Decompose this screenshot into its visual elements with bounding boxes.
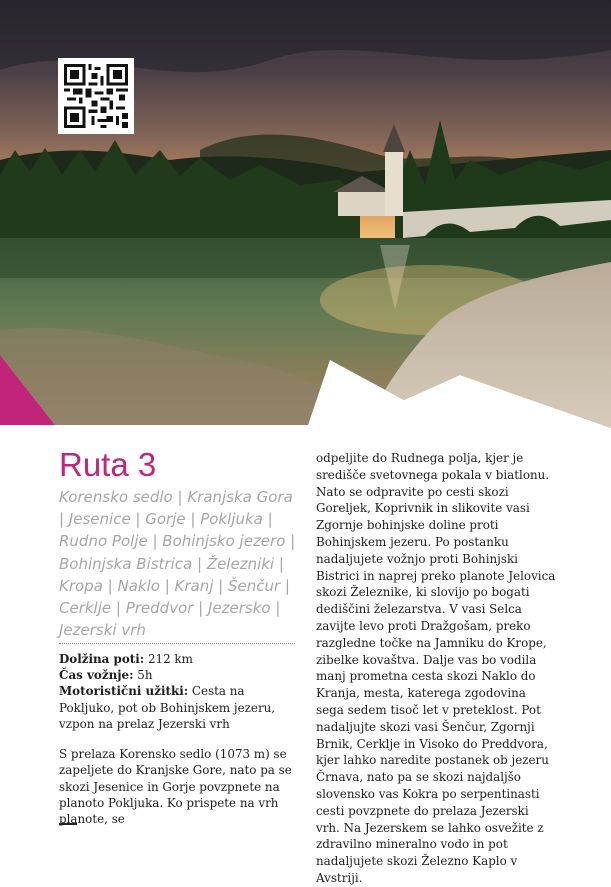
qr-code[interactable] [58, 58, 134, 134]
dotted-divider [59, 643, 295, 644]
spec-length [59, 651, 299, 667]
spec-time-label: Čas vožnje: [59, 668, 134, 683]
spec-length-value: 212 km [147, 652, 193, 666]
spec-highlights [59, 683, 299, 732]
route-specs [59, 651, 299, 732]
spec-highlights-value: Cesta na Pokljuko, pot ob Bohinjskem jezeru, vzpon na prelaz Jezerski vrh [59, 684, 276, 731]
spec-highlights-label: Motoristični užitki: [59, 684, 189, 699]
spec-time-value: 5h [137, 668, 153, 683]
page-marker [59, 823, 77, 825]
spec-time [59, 667, 299, 683]
body-text-left: S prelaza Korensko sedlo (1073 m) se zapeljete do Kranjske Gore, nato pa se skozi Jesenice in Gorje povzpnete na planoto Pokljuka. Ko prispete na vrh planote, se [59, 747, 292, 827]
route-title: Ruta 3 [59, 446, 157, 483]
body-text-right: odpeljite do Rudnega polja, kjer je središče svetovnega pokala v biatlonu. Nato se odpravite po cesti skozi Goreljek, Koprivnik in slikovite vasi Zgornje bohinjske doline proti Bohinjskem jezeru. Po postanku nadaljujete vožnjo proti Bohinjski Bistrici in naprej preko planote Jelovica skozi Železnike, ki slovijo po bogati dediščini železarstva. V vasi Selca zavijte levo proti Dražgošam, preko razgledne točke na Jamniku do Krope, zibelke kovaštva. Dalje vas bo vodila manj prometna cesta skozi Naklo do Kranja, mesta, katerega zgodovina sega sedem tisoč let v preteklost. Pot nadaljujte skozi vasi Šenčur, Zgornji Brnik, Cerklje in Visoko do Preddvora, kjer lahko naredite postanek ob jezeru Črnava, nato pa se skozi najdaljšo slovensko vas Kokra po serpentinasti cesti povzpnete do prelaza Jezerski vrh. Na Jezerskem se lahko osvežite z zdravilno mineralno vodo in pot nadaljujete skozi Železno Kaplo v Avstriji. [316, 451, 556, 885]
spec-length-label: Dolžina poti: [59, 652, 145, 666]
route-stops: Korensko sedlo | Kranjska Gora | Jesenice | Gorje | Pokljuka | Rudno Polje | Bohinjsko jezero | Bohinjska Bistrica | Železniki | Kropa | Naklo | Kranj | Šenčur | Cerklje | Preddvor | Jezersko | Jezerski vrh [59, 488, 296, 640]
